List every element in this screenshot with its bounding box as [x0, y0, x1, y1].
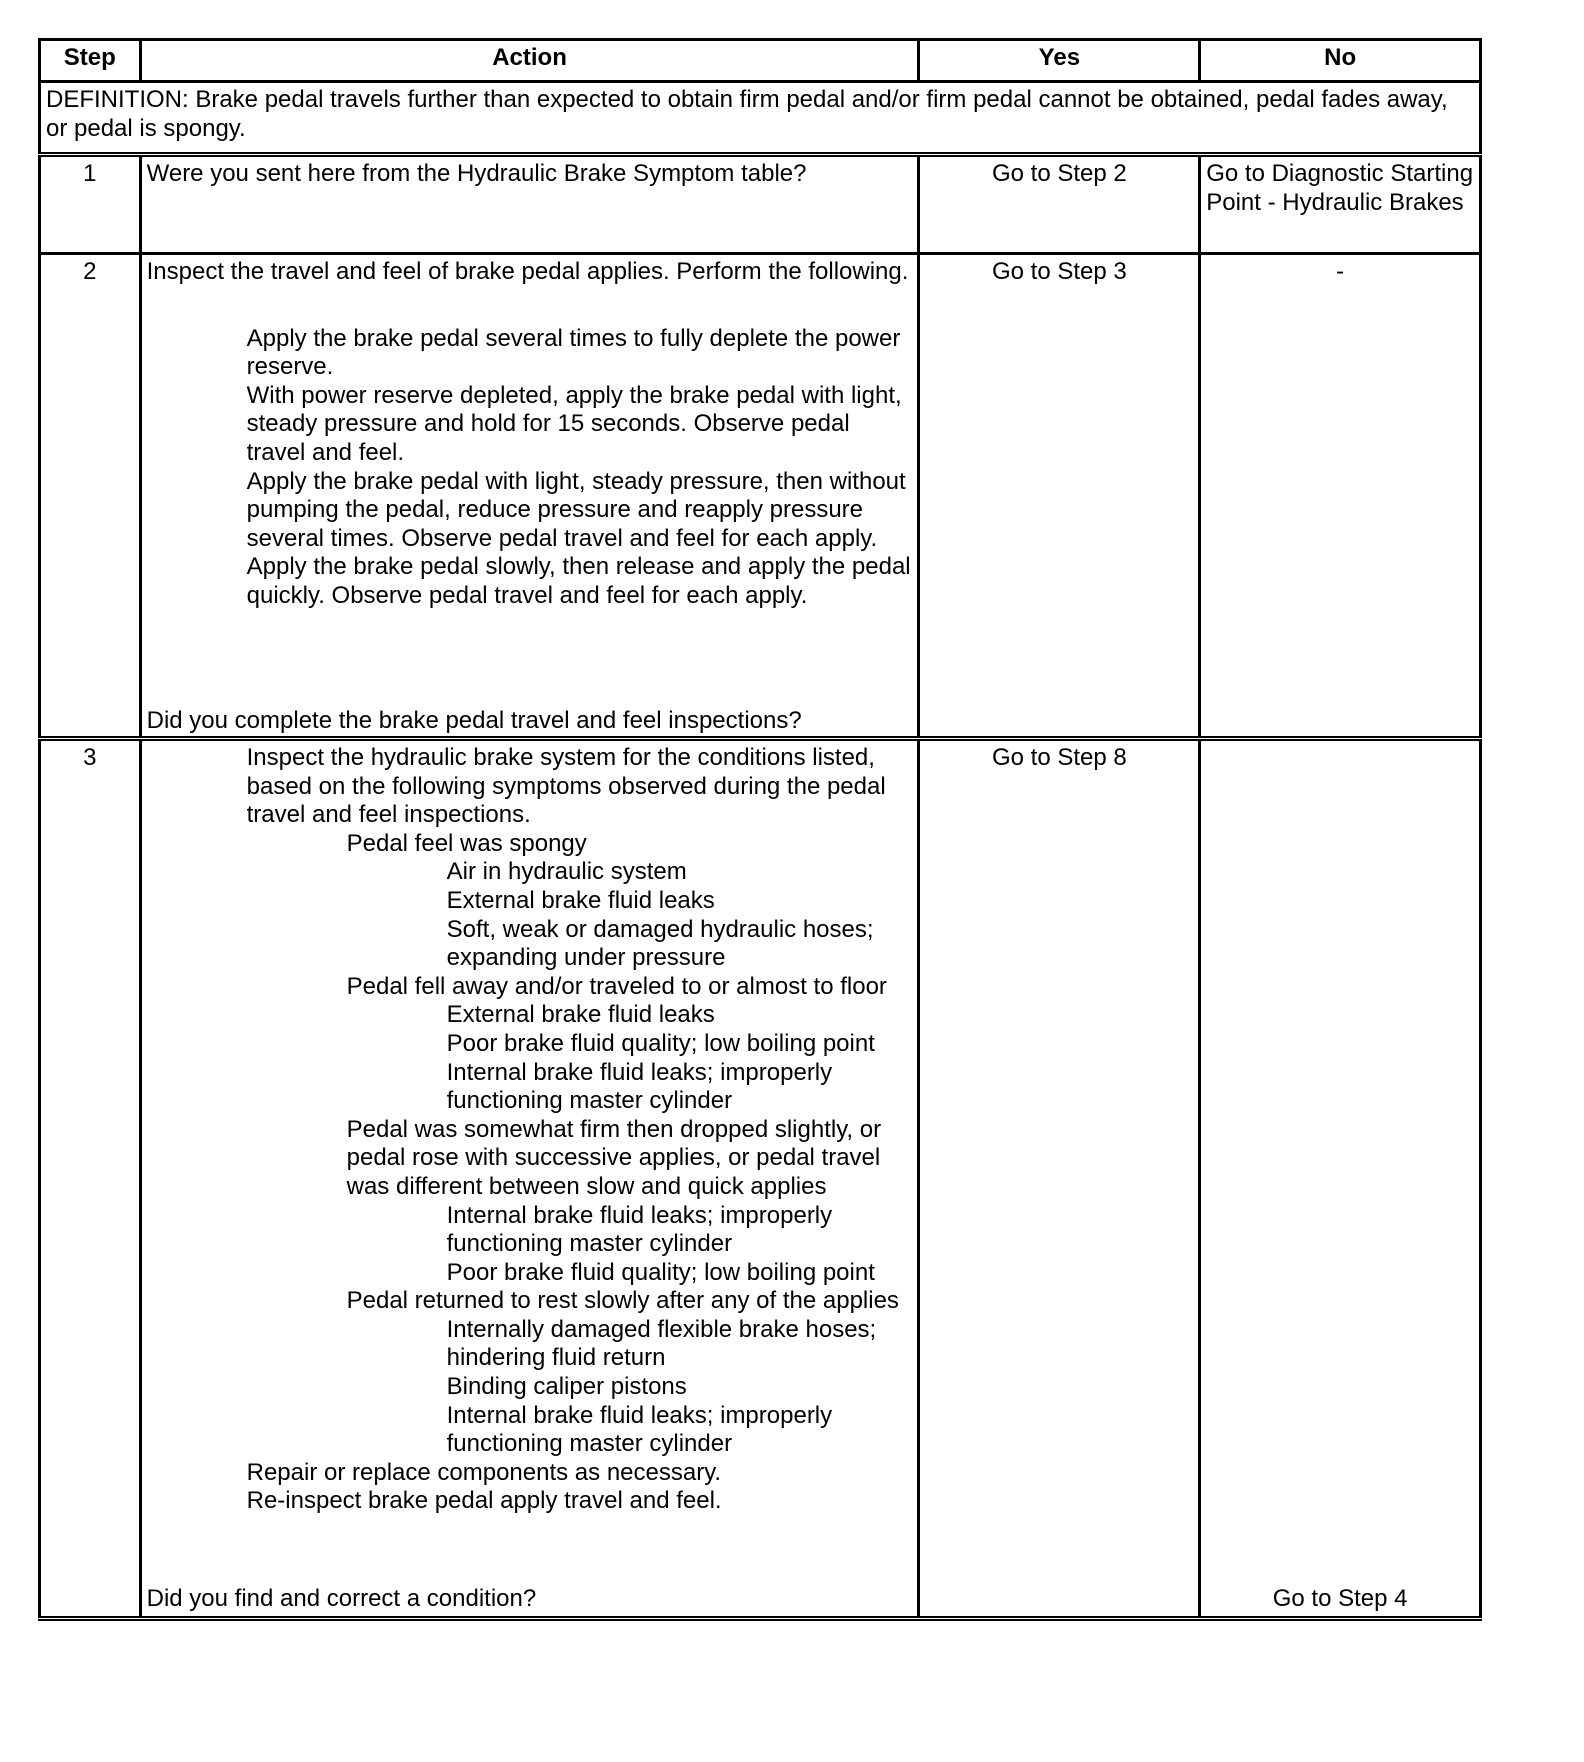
symptom-label: Pedal returned to rest slowly after any of the applies [346, 1287, 899, 1315]
header-yes: Yes [919, 40, 1200, 82]
action-item: Apply the brake pedal with light, steady pressure, then without pumping the pedal, reduce pressure and reapply pressure several times. Observe pedal travel and feel for each apply. [246, 467, 906, 552]
yes-cell: Go to Step 8 [919, 739, 1200, 1619]
condition-item: Soft, weak or damaged hydraulic hoses; expanding under pressure [446, 915, 874, 972]
header-step: Step [40, 40, 141, 82]
action-step: Re-inspect brake pedal apply travel and feel. [246, 1487, 722, 1515]
condition-item: Binding caliper pistons [446, 1373, 687, 1401]
condition-item: External brake fluid leaks [446, 886, 715, 914]
action-intro: Inspect the hydraulic brake system for the conditions listed, based on the following symptoms observed during the pedal travel and feel inspections. [246, 744, 886, 829]
table-row [40, 739, 1481, 1619]
action-question: Were you sent here from the Hydraulic Brake Symptom table? [146, 160, 807, 187]
no-cell: - [1200, 254, 1481, 739]
diagnostic-table [38, 38, 1482, 1621]
condition-item: Poor brake fluid quality; low boiling point [446, 1029, 875, 1057]
table-row [40, 155, 1481, 254]
no-cell: Go to Step 4 [1200, 739, 1481, 1619]
table-row [40, 254, 1481, 739]
action-item: With power reserve depleted, apply the brake pedal with light, steady pressure and hold for 15 seconds. Observe pedal travel and feel. [246, 381, 902, 466]
action-item: Apply the brake pedal slowly, then release and apply the pedal quickly. Observe pedal travel and feel for each apply. [246, 553, 911, 609]
action-cell [140, 739, 919, 1619]
header-row [40, 40, 1481, 82]
condition-item: Internal brake fluid leaks; improperly functioning master cylinder [446, 1401, 833, 1458]
condition-item: Internal brake fluid leaks; improperly functioning master cylinder [446, 1058, 833, 1115]
action-question: Did you find and correct a condition? [146, 1585, 537, 1613]
step-number: 3 [40, 739, 141, 1619]
action-cell [140, 254, 919, 739]
header-no: No [1200, 40, 1481, 82]
condition-item: Internal brake fluid leaks; improperly functioning master cylinder [446, 1201, 833, 1258]
action-intro: Inspect the travel and feel of brake pedal applies. Perform the following. [146, 258, 909, 285]
definition-row [40, 82, 1481, 155]
condition-item: Internally damaged flexible brake hoses; hindering fluid return [446, 1315, 877, 1372]
action-question: Did you complete the brake pedal travel and feel inspections? [146, 707, 802, 735]
yes-cell: Go to Step 2 [919, 155, 1200, 254]
yes-cell: Go to Step 3 [919, 254, 1200, 739]
action-cell [140, 155, 919, 254]
condition-item: Poor brake fluid quality; low boiling point [446, 1258, 875, 1286]
condition-item: External brake fluid leaks [446, 1001, 715, 1029]
symptom-label: Pedal feel was spongy [346, 829, 587, 857]
step-number: 2 [40, 254, 141, 739]
definition-text: DEFINITION: Brake pedal travels further than expected to obtain firm pedal and/or firm pedal cannot be obtained, pedal fades away, or pedal is spongy. [40, 82, 1481, 155]
symptom-label: Pedal fell away and/or traveled to or almost to floor [346, 972, 887, 1000]
action-step: Repair or replace components as necessary. [246, 1458, 722, 1486]
symptom-label: Pedal was somewhat firm then dropped slightly, or pedal rose with successive applies, or pedal travel was different between slow and quick applies [346, 1115, 882, 1200]
step-number: 1 [40, 155, 141, 254]
no-cell: Go to Diagnostic Starting Point - Hydraulic Brakes [1200, 155, 1481, 254]
header-action: Action [140, 40, 919, 82]
action-item: Apply the brake pedal several times to fully deplete the power reserve. [246, 324, 901, 381]
condition-item: Air in hydraulic system [446, 858, 687, 886]
